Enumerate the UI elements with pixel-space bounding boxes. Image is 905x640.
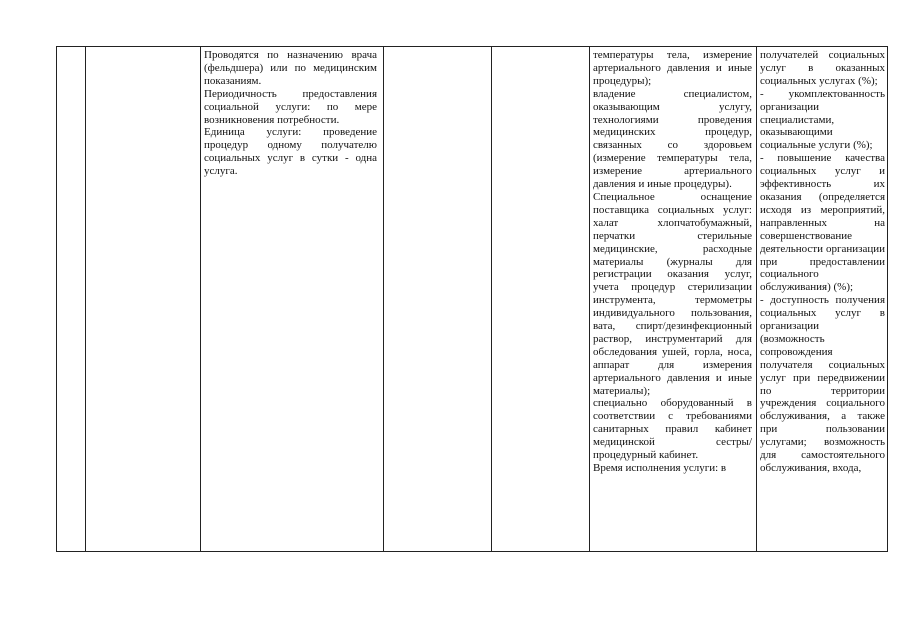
conditions-paragraph-2: владение специалистом, оказывающим услугу, технологиями проведения медицинских процедур, связанных со здоровьем (измерение температуры тела, измерение артериального давления и иные процедуры). [593,87,752,191]
table-row [57,47,888,552]
cell-service-description [201,47,384,552]
conditions-paragraph-4: специально оборудованный в соответствии с требованиями санитарных правил кабинет медицинской сестры/ процедурный кабинет. [593,397,752,462]
services-table [56,46,888,552]
cell-tariff [492,47,590,552]
description-paragraph-2: Периодичность предоставления социальной услуги: по мере возникновения потребности. [204,87,377,126]
conditions-paragraph-1: температуры тела, измерение артериального давления и иные процедуры); [593,49,752,87]
conditions-paragraph-3: Специальное оснащение поставщика социальных услуг: халат хлопчатобумажный, перчатки стерильные медицинские, расходные материалы (журналы для регистрации оказания услуг, учета процедур стерилизации инструмента, термометры индивидуального пользования, вата, спирт/дезинфекционный раствор, инструментарий для обследования ушей, горла, носа, аппарат для измерения артериального давления и иные материалы); [593,190,752,397]
description-paragraph-3: Единица услуги: проведение процедур одному получателю социальных услуг в сутки - одна услуга. [204,126,377,178]
description-paragraph-1: Проводятся по назначению врача (фельдшера) или по медицинским показаниям. [204,49,377,87]
indicators-paragraph-4: - доступность получения социальных услуг в организации (возможность сопровождения получателя социальных услуг при передвижении по территории учреждения социального обслуживания, а также при пользовании услугами; возможность для самостоятельного обслуживания, входа, [760,294,885,474]
indicators-paragraph-1: получателей социальных услуг в оказанных социальных услугах (%); [760,49,885,87]
cell-quality-indicators [757,47,888,552]
conditions-paragraph-5: Время исполнения услуги: в [593,462,727,474]
indicators-paragraph-3: - повышение качества социальных услуг и эффективность их оказания (определяется исходя из мероприятий, направленных на совершенствование деятельности организации при предоставлении социального обслуживания) (%); [760,152,885,294]
cell-number [57,47,86,552]
cell-service-name [86,47,201,552]
cell-conditions [590,47,757,552]
cell-service-norm [384,47,492,552]
indicators-paragraph-2: - укомплектованность организации специалистами, оказывающими социальные услуги (%); [760,87,885,152]
